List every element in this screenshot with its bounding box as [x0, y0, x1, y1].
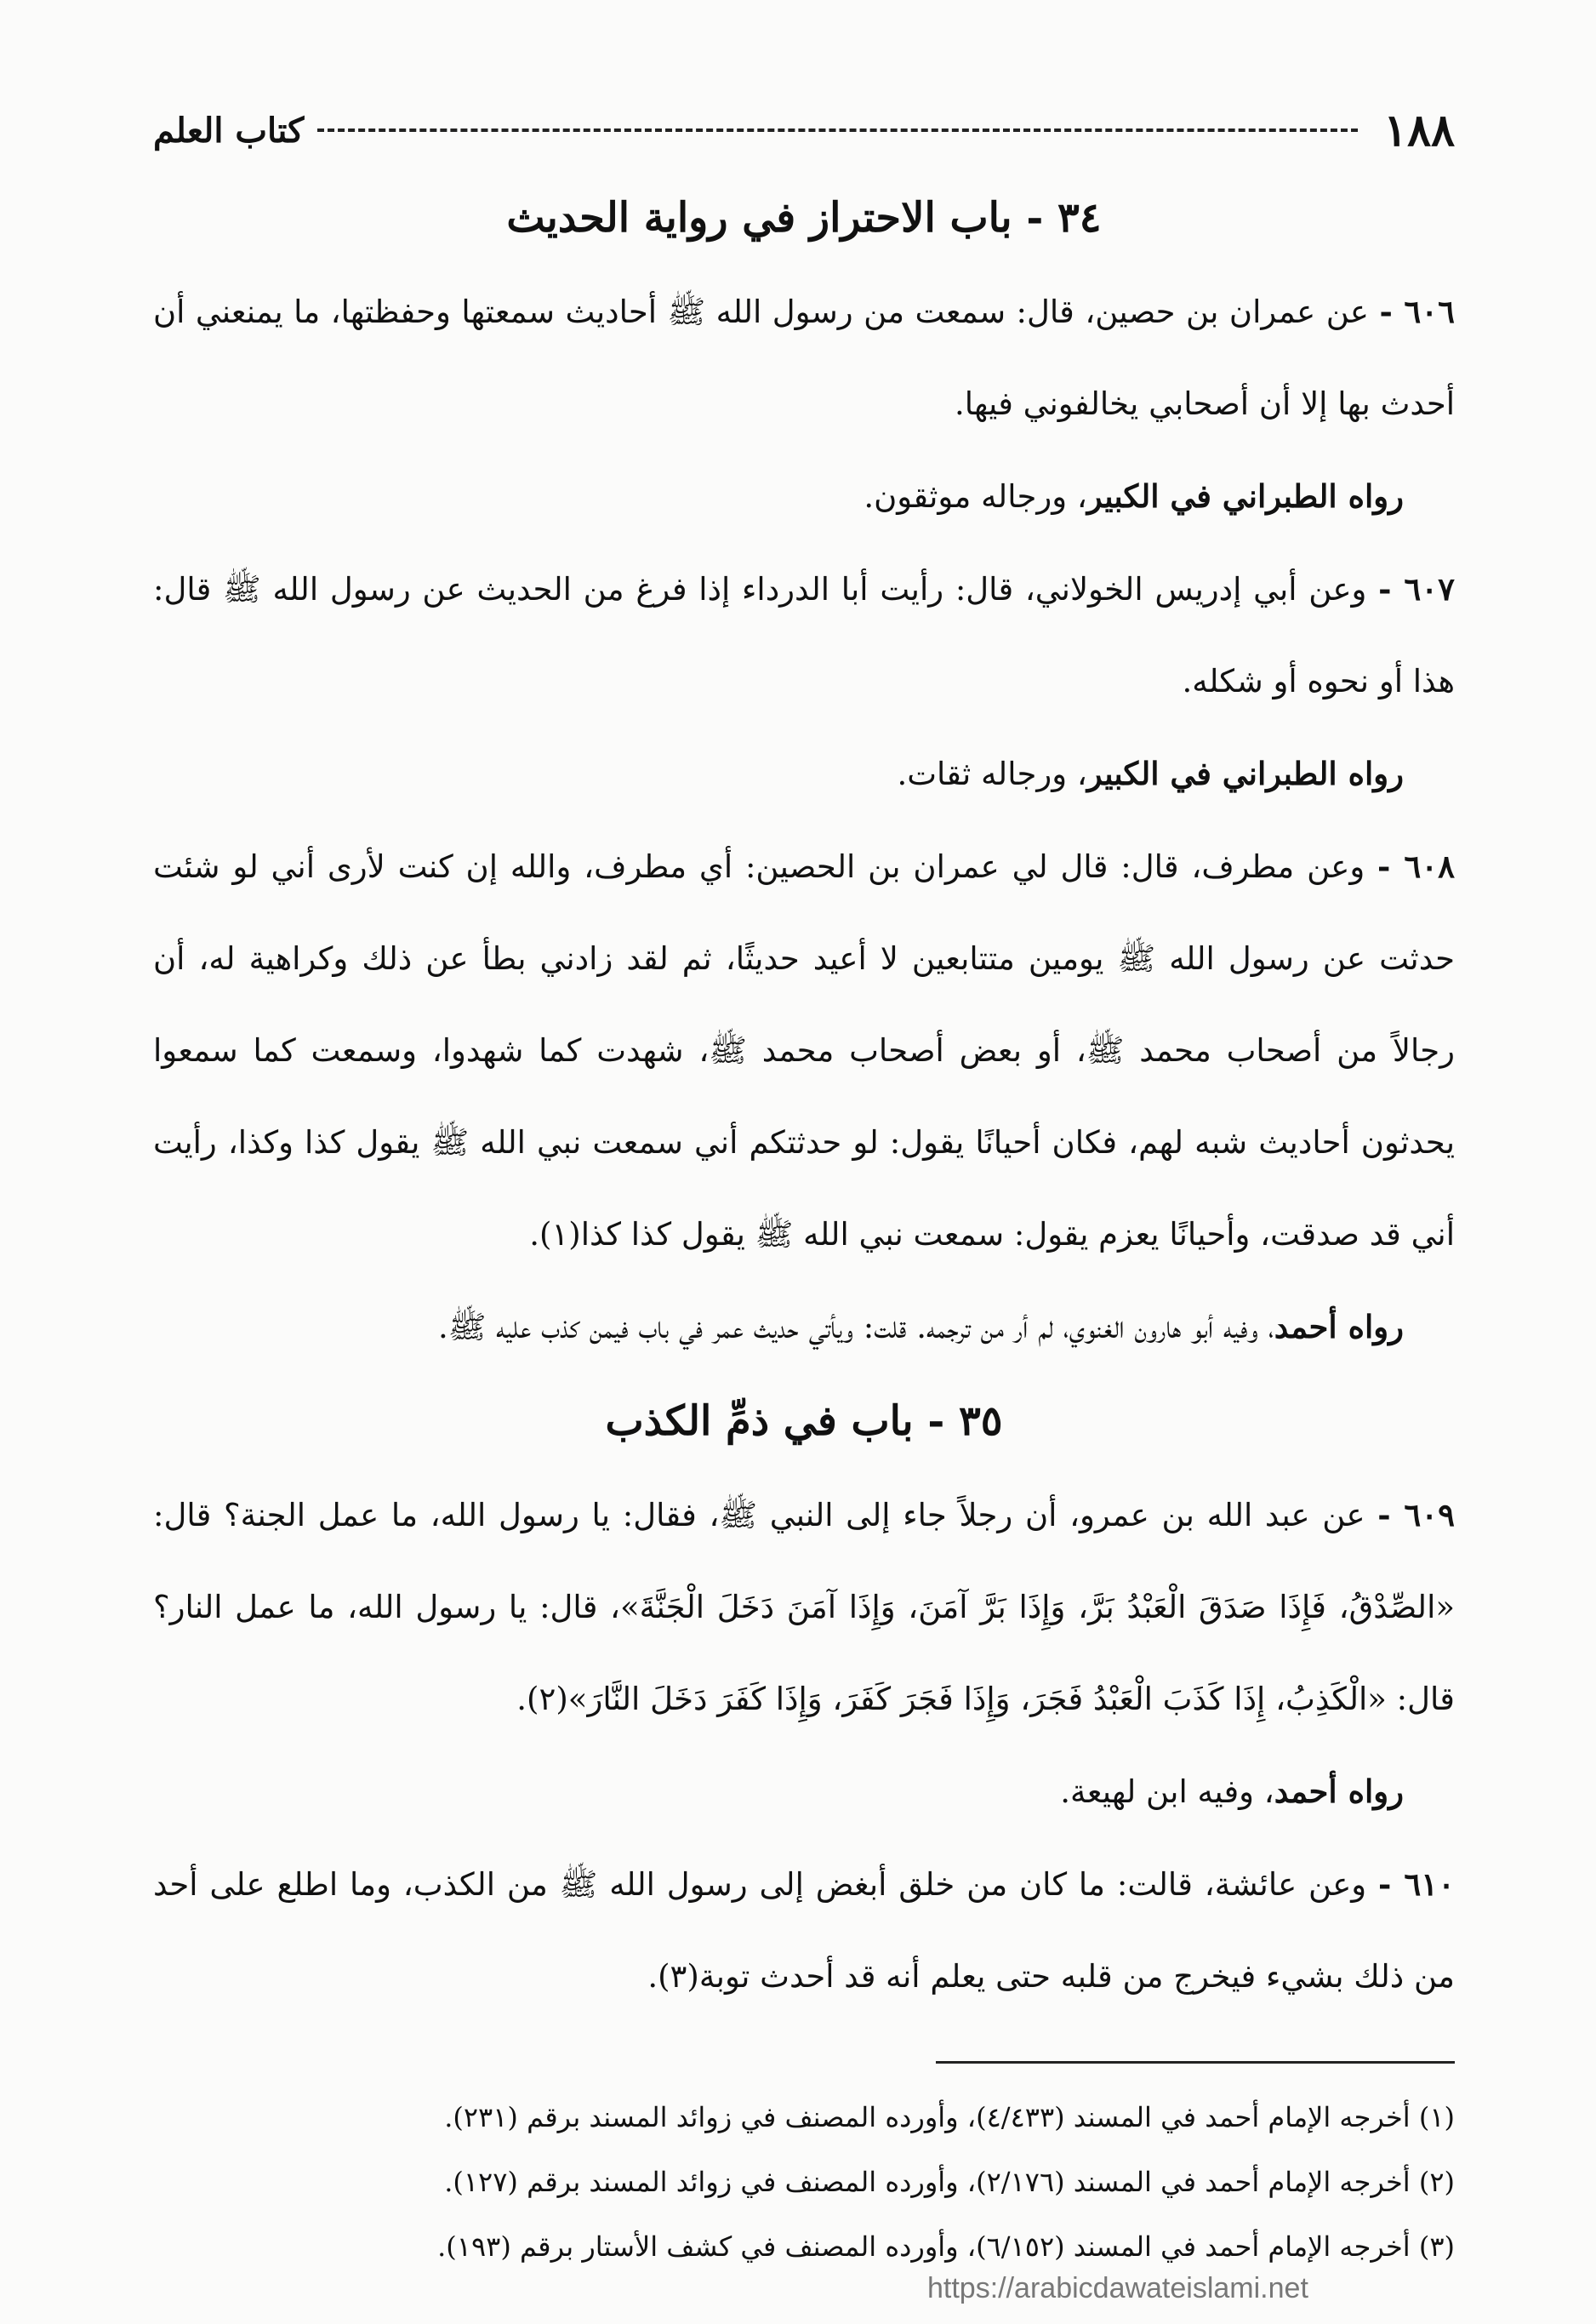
- hadith-number: ٦٠٧ -: [1378, 570, 1455, 608]
- hadith-entry: [153, 1838, 1455, 2023]
- hadith-entry: [153, 543, 1455, 728]
- hadith-number: ٦٠٩ -: [1377, 1496, 1456, 1533]
- page-header: [153, 100, 1455, 160]
- hadith-source: [153, 1745, 1455, 1838]
- page-number: ١٨٨: [1383, 104, 1455, 157]
- hadith-entry: [153, 266, 1455, 450]
- footnotes: [153, 2085, 1455, 2279]
- hadith-source: [153, 728, 1455, 820]
- main-text: [153, 170, 1455, 2023]
- watermark-url: https://arabicdawateislami.net: [927, 2272, 1308, 2304]
- running-title: كتاب العلم: [153, 110, 305, 151]
- hadith-number: ٦١٠ -: [1378, 1865, 1455, 1903]
- hadith-number: ٦٠٦ -: [1379, 293, 1455, 330]
- hadith-text: وعن عائشة، قالت: ما كان من خلق أبغض إلى رسول الله ﷺ من الكذب، وما اطلع على أحد من ذلك بشيء فيخرج من قلبه حتى يعلم أنه قد أحدث توبة(٣).: [153, 1866, 1455, 1995]
- source-bold: رواه أحمد: [1274, 1308, 1404, 1345]
- footnote-divider: [936, 2061, 1455, 2064]
- source-bold: رواه أحمد: [1274, 1773, 1404, 1810]
- hadith-entry: [153, 1469, 1455, 1745]
- footnote: (٣) أخرجه الإمام أحمد في المسند (٦/١٥٢)، وأورده المصنف في كشف الأستار برقم (١٩٣).: [437, 2230, 1455, 2263]
- hadith-text: وعن مطرف، قال: قال لي عمران بن الحصين: أي مطرف، والله إن كنت لأرى أني لو شئت حدثت عن رسول الله ﷺ يومين متتابعين لا أعيد حديثًا، ثم لقد زادني بطأ عن ذلك وكراهية له، أن رجالاً من أصحاب محمد ﷺ، أو بعض أصحاب محمد ﷺ، شهدت كما شهدوا، وسمعت كما سمعوا يحدثون أحاديث شبه لهم، فكان أحيانًا يقول: لو حدثتكم أني سمعت نبي الله ﷺ يقول كذا وكذا، رأيت أني قد صدقت، وأحيانًا يعزم يقول: سمعت نبي الله ﷺ يقول كذا كذا(١).: [153, 848, 1455, 1253]
- hadith-entry: [153, 820, 1455, 1281]
- source-rest: ، ورجاله موثقون.: [864, 478, 1087, 515]
- hadith-text: عن عبد الله بن عمرو، أن رجلاً جاء إلى النبي ﷺ، فقال: يا رسول الله، ما عمل الجنة؟ قال: «الصِّدْقُ، فَإِذَا صَدَقَ الْعَبْدُ بَرَّ، وَإِذَا بَرَّ آمَنَ، وَإِذَا آمَنَ دَخَلَ الْجَنَّةَ»، قال: يا رسول الله، ما عمل النار؟ قال: «الْكَذِبُ، إِذَا كَذَبَ الْعَبْدُ فَجَرَ، وَإِذَا فَجَرَ كَفَرَ، وَإِذَا كَفَرَ دَخَلَ النَّارَ»(٢).: [153, 1497, 1455, 1717]
- footnote: (٢) أخرجه الإمام أحمد في المسند (٢/١٧٦)، وأورده المصنف في زوائد المسند برقم (١٢٧).: [444, 2166, 1455, 2198]
- hadith-number: ٦٠٨ -: [1377, 848, 1455, 885]
- source-rest: ، وفيه أبو هارون الغنوي، لم أر من ترجمه. قلت: ويأتي حديث عمر في باب فيمن كذب عليه ﷺ.: [437, 1309, 1274, 1345]
- section-title: ٣٤ - باب الاحتراز في رواية الحديث: [506, 194, 1102, 242]
- source-rest: ، ورجاله ثقات.: [897, 756, 1087, 792]
- hadith-source: [153, 1281, 1455, 1373]
- footnote: (١) أخرجه الإمام أحمد في المسند (٤/٤٣٣)، وأورده المصنف في زوائد المسند برقم (٢٣١).: [444, 2101, 1455, 2133]
- source-bold: رواه الطبراني في الكبير: [1086, 477, 1404, 515]
- source-bold: رواه الطبراني في الكبير: [1086, 755, 1404, 792]
- hadith-text: عن عمران بن حصين، قال: سمعت من رسول الله ﷺ أحاديث سمعتها وحفظتها، ما يمنعني أن أحدث بها إلا أن أصحابي يخالفوني فيها.: [153, 294, 1455, 422]
- header-divider: [317, 128, 1358, 132]
- section-title: ٣٥ - باب في ذمِّ الكذب: [605, 1397, 1003, 1445]
- hadith-text: وعن أبي إدريس الخولاني، قال: رأيت أبا الدرداء إذا فرغ من الحديث عن رسول الله ﷺ قال: هذا أو نحوه أو شكله.: [153, 571, 1455, 699]
- source-rest: ، وفيه ابن لهيعة.: [1060, 1773, 1274, 1810]
- hadith-source: [153, 450, 1455, 543]
